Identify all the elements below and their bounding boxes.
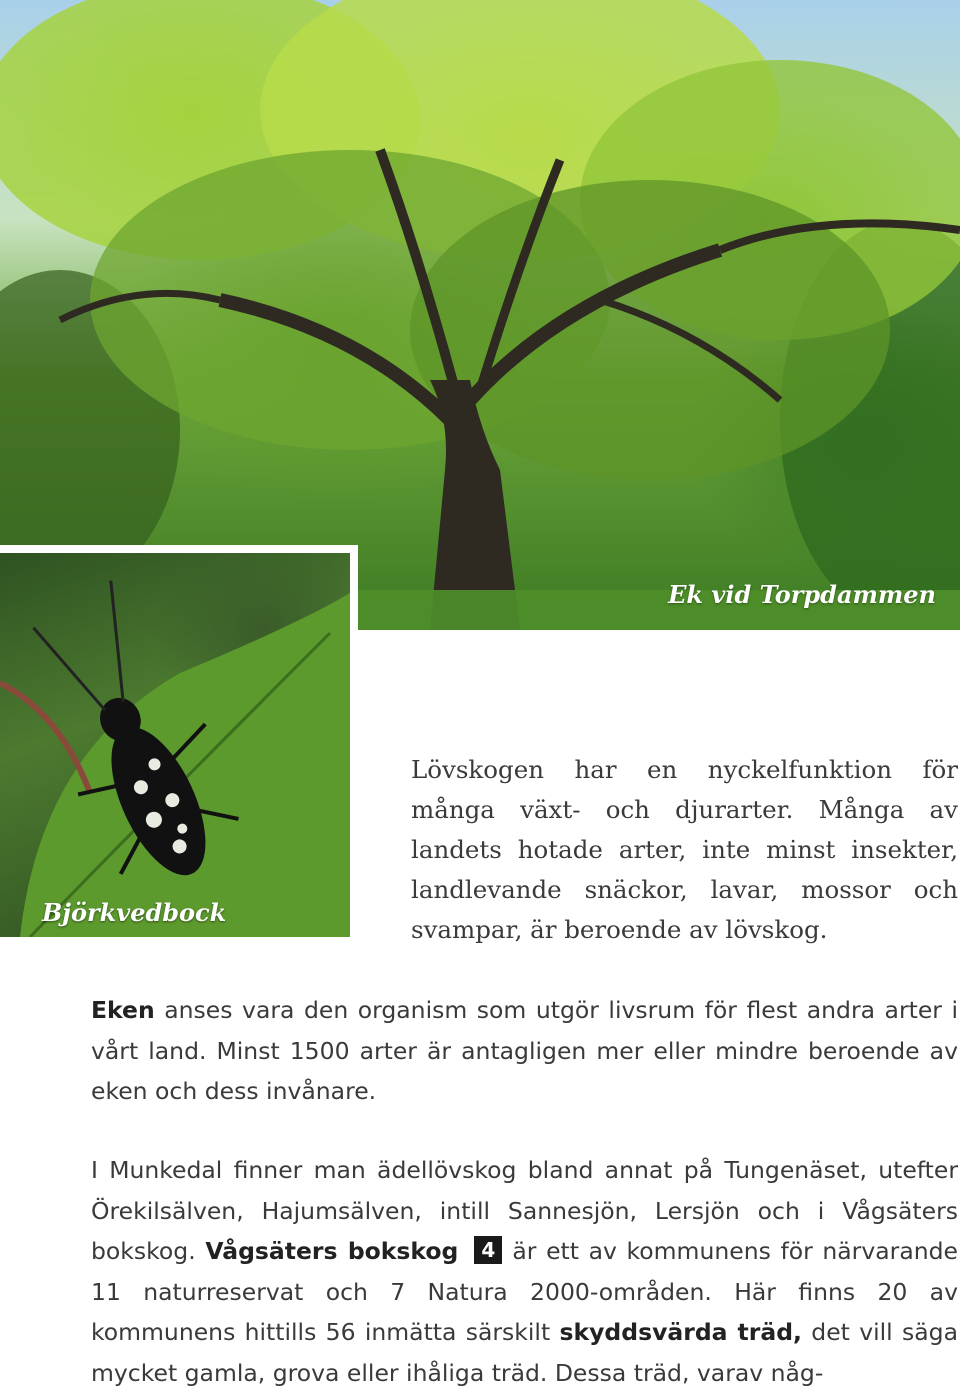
vagsater-bokskog-label: Vågsäters bokskog (205, 1237, 459, 1265)
inset-caption: Björkvedbock (42, 898, 227, 927)
oak-paragraph-text: anses vara den organism som utgör livsrum för flest andra arter i vårt land. Minst 1500 arter är antagligen mer eller mindre beroende av eken och dess invånare. (91, 996, 958, 1105)
hero-caption: Ek vid Torpdammen (668, 580, 936, 609)
oak-lead: Eken (91, 996, 155, 1024)
beetle-on-leaf-illustration (0, 553, 350, 937)
oak-paragraph (91, 990, 958, 1112)
munkedal-text-2: är ett av kommunens för närvarande 11 naturreservat och 7 Natura 2000-områden. Här finns 20 av kommunens hittills 56 inmätta särskilt (91, 1237, 958, 1346)
intro-paragraph: Lövskogen har en nyckelfunktion för många växt- och djurarter. Många av landets hotade arter, inte minst insekter, landlevande snäckor, lavar, mossor och svampar, är beroende av lövskog. (411, 755, 958, 944)
munkedal-paragraph (91, 1150, 958, 1393)
protected-trees-label: skyddsvärda träd, (559, 1318, 802, 1346)
oak-tree-photo (0, 0, 960, 630)
oak-tree-illustration (0, 0, 960, 630)
beetle-photo (0, 553, 350, 937)
munkedal-text-1: I Munkedal finner man ädellövskog bland annat på Tungenäset, utefter Örekilsälven, Hajumsälven, intill Sannesjön, Lersjön och i Vågsäters bokskog. (91, 1156, 958, 1265)
beetle-photo-frame (0, 545, 358, 937)
map-marker-badge: 4 (474, 1236, 502, 1264)
munkedal-text-3: det vill säga mycket gamla, grova eller ihåliga träd. Dessa träd, varav någ- (91, 1318, 958, 1387)
